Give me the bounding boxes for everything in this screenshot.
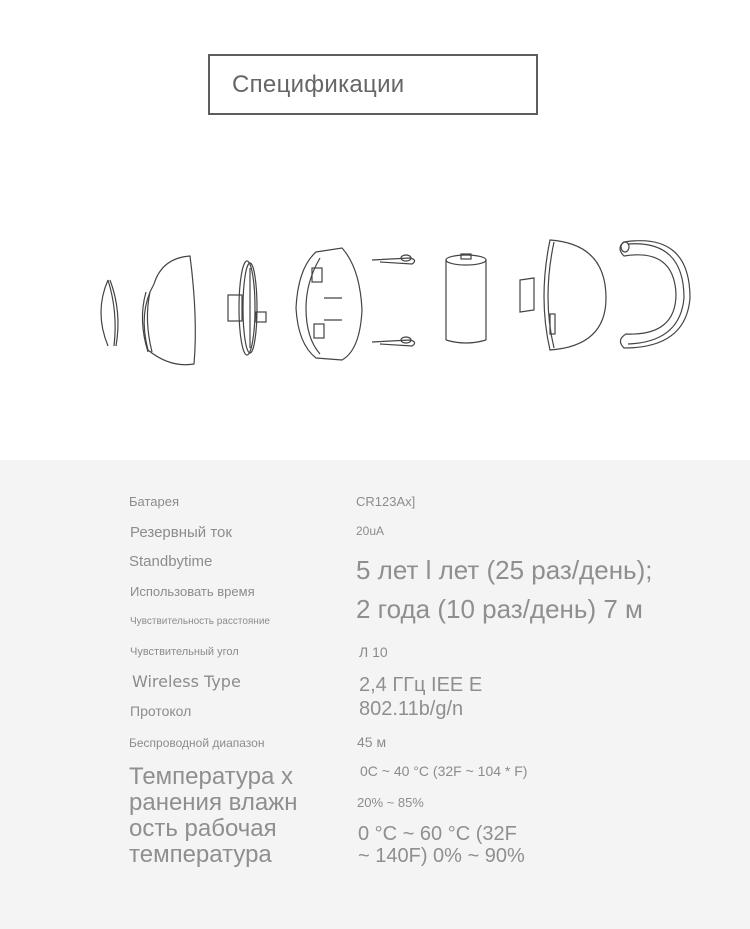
spec-value-wireless-type-line2: 802.11b/g/n xyxy=(359,698,464,720)
spec-label-temperature-block xyxy=(129,764,309,868)
spec-value-wireless-range: 45 м xyxy=(357,734,387,750)
housing-part-icon xyxy=(296,248,362,360)
spec-label-sensing-distance: Чувствительность расстояние xyxy=(130,616,270,627)
spec-label-battery: Батарея xyxy=(129,494,180,509)
dome-lens-icon xyxy=(142,256,195,365)
mount-bracket-icon xyxy=(620,241,690,348)
spec-label-temperature-line3: ость рабочая xyxy=(129,815,277,842)
spec-label-wireless-type: Wireless Type xyxy=(132,672,241,691)
product-illustration-area xyxy=(0,0,750,460)
battery-contacts-icon xyxy=(372,255,415,346)
spec-value-storage-temperature: 0С ~ 40 °С (32F ~ 104 * F) xyxy=(360,763,528,779)
section-title: Спецификации xyxy=(232,71,405,98)
spec-label-wireless-range: Беспроводной диапазон xyxy=(129,736,265,750)
spec-value-operating-line2: ~ 140F) 0% ~ 90% xyxy=(358,845,525,867)
spec-label-use-time: Использовать время xyxy=(130,584,255,599)
spec-label-protocol: Протокол xyxy=(130,703,192,719)
spec-value-standby-current: 20uA xyxy=(356,524,385,538)
exploded-view-illustration xyxy=(80,228,700,378)
spec-label-standbytime: Standbytime xyxy=(129,553,213,570)
spec-value-wireless-type-line1: 2,4 ГГц IEE E xyxy=(359,674,483,696)
section-title-box xyxy=(208,54,538,115)
spec-value-battery: CR123Ах] xyxy=(356,494,416,509)
spec-value-use-time-line2: 2 года (10 раз/день) 7 м xyxy=(356,594,643,624)
cap-part-icon xyxy=(520,278,534,312)
spec-value-operating-line1: 0 °С ~ 60 °С (32F xyxy=(358,823,517,845)
spec-label-temperature-line4: температура xyxy=(129,841,272,868)
spec-value-use-time-line1: 5 лет l лет (25 раз/день); xyxy=(356,555,653,585)
spec-value-humidity: 20% ~ 85% xyxy=(357,795,424,810)
sensor-board-icon xyxy=(228,261,266,355)
back-cover-icon xyxy=(544,240,606,350)
lens-part-icon xyxy=(101,280,118,346)
spec-label-sensing-angle: Чувствительный угол xyxy=(130,646,239,658)
spec-label-temperature-line1: Температура х xyxy=(129,763,294,790)
battery-icon xyxy=(446,254,486,343)
spec-value-sensing-angle: Л 10 xyxy=(359,644,388,660)
spec-label-standby-current: Резервный ток xyxy=(130,524,232,541)
spec-label-temperature-line2: ранения влажн xyxy=(129,789,298,816)
